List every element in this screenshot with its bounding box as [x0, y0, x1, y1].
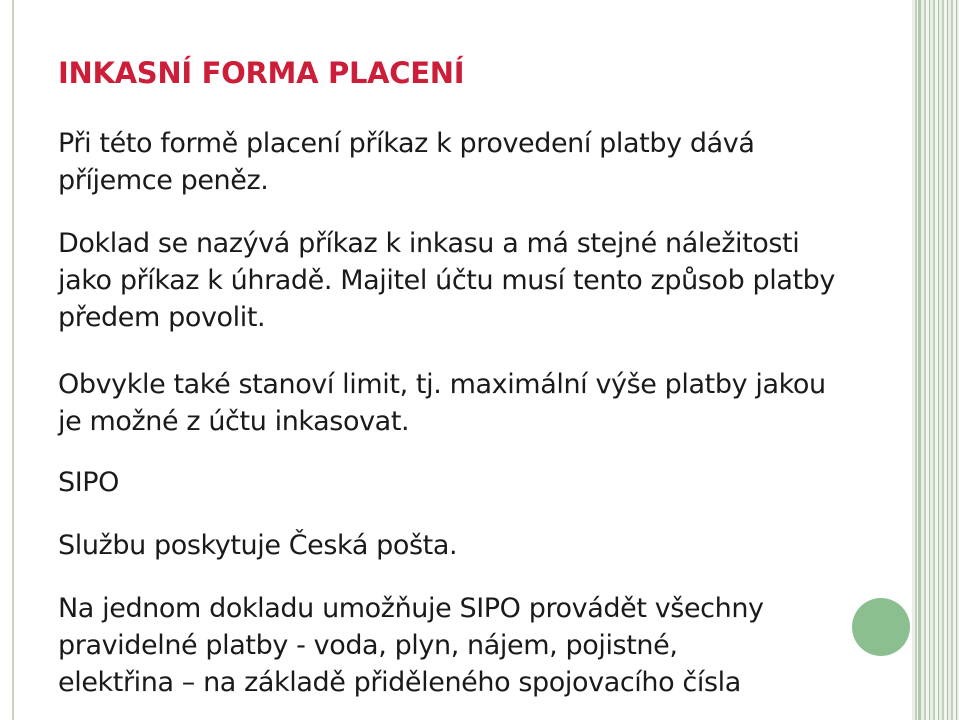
text-line: Doklad se nazývá příkaz k inkasu a má stejné náležitosti — [58, 228, 800, 259]
text-line: je možné z účtu inkasovat. — [58, 406, 410, 437]
paragraph-document — [58, 225, 835, 336]
paragraph-sipo-heading — [58, 464, 119, 501]
slide-title: INKASNÍ FORMA PLACENÍ — [58, 56, 465, 90]
text-line: jako příkaz k úhradě. Majitel účtu musí tento způsob platby — [58, 265, 835, 296]
green-circle-decoration — [852, 598, 910, 656]
right-band-edge-line — [918, 0, 921, 720]
text-line: příjemce peněz. — [58, 165, 269, 196]
text-line: předem povolit. — [58, 302, 266, 333]
text-line: SIPO — [58, 467, 120, 498]
text-line: Obvykle také stanoví limit, tj. maximální výše platby jakou — [58, 369, 826, 400]
left-divider-line — [12, 0, 14, 720]
text-line: Při této formě placení příkaz k provedení platby dává — [58, 128, 755, 159]
paragraph-provider — [58, 527, 457, 564]
text-line: Na jednom dokladu umožňuje SIPO provádět všechny — [58, 593, 764, 624]
paragraph-limit — [58, 366, 826, 440]
text-line: pravidelné platby - voda, plyn, nájem, pojistné, — [58, 630, 678, 661]
paragraph-definition — [58, 125, 754, 199]
text-line: Službu poskytuje Česká pošta. — [58, 530, 458, 561]
text-line: elektřina – na základě přiděleného spojovacího čísla — [58, 667, 741, 698]
paragraph-sipo-description — [58, 590, 764, 701]
